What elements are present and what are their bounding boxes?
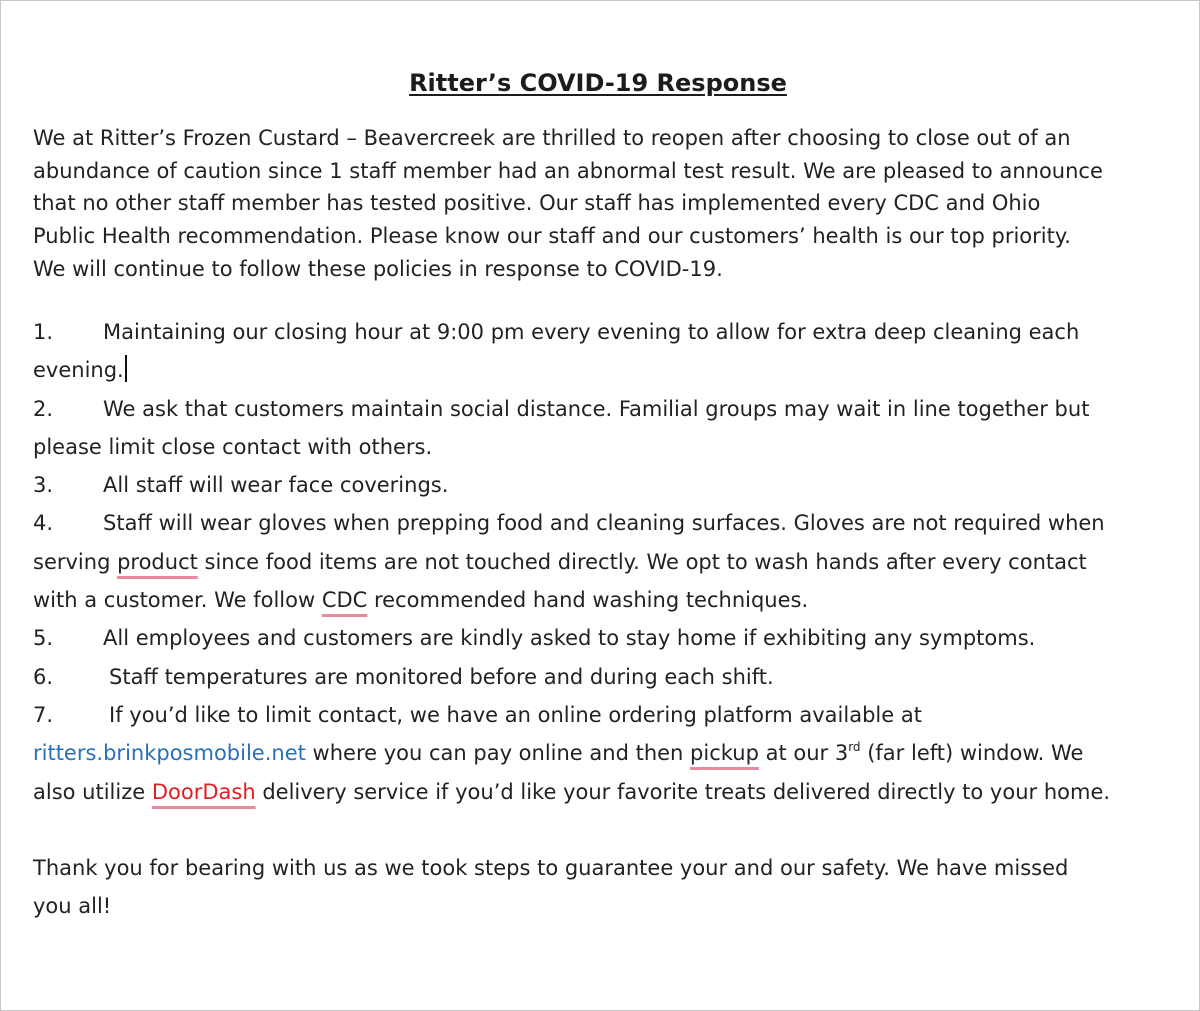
spellcheck-flagged-word[interactable]: DoorDash (151, 779, 256, 804)
list-item-text: evening. (33, 358, 124, 383)
list-item-number: 2. (33, 396, 54, 421)
list-item-text: serving (33, 549, 118, 574)
intro-paragraph (33, 122, 1173, 286)
intro-line: Public Health recommendation. Please know our staff and our customers’ health is our top priority. (33, 224, 1071, 249)
list-item-7-line (33, 696, 1173, 734)
list-item-2-line (33, 390, 1173, 428)
list-item-number: 7. (33, 702, 54, 727)
list-item-7-line (33, 734, 1173, 772)
intro-line: that no other staff member has tested positive. Our staff has implemented every CDC and Ohio (33, 191, 1041, 216)
list-item-number: 3. (33, 473, 54, 498)
ordering-link[interactable]: ritters.brinkposmobile.net (33, 741, 306, 766)
list-item-4-line (33, 543, 1173, 581)
policy-list (33, 313, 1173, 811)
list-item-text: If you’d like to limit contact, we have an online ordering platform available at (109, 702, 922, 727)
list-item-text: at our 3 (758, 741, 849, 766)
document-title: Ritter’s COVID-19 Response (409, 69, 787, 97)
list-item-text: Maintaining our closing hour at 9:00 pm every evening to allow for extra deep cleaning each (103, 320, 1080, 344)
list-item-number: 1. (33, 320, 54, 344)
list-item-text: (far left) window. We (860, 741, 1084, 766)
list-item-7-line (33, 773, 1173, 811)
list-item-2-line (33, 428, 1173, 466)
list-item-4-line (33, 581, 1173, 619)
list-item-1-line (33, 351, 1173, 389)
list-item-text: please limit close contact with others. (33, 434, 433, 459)
closing-paragraph (33, 849, 1173, 926)
list-item-text: also utilize (33, 779, 152, 804)
list-item-text: All staff will wear face coverings. (103, 473, 449, 498)
intro-line: abundance of caution since 1 staff member had an abnormal test result. We are pleased to announce (33, 158, 1103, 183)
list-item-text: where you can pay online and then (305, 741, 691, 766)
list-item-1-line (33, 313, 1173, 351)
list-item-text: All employees and customers are kindly asked to stay home if exhibiting any symptoms. (103, 626, 1036, 651)
intro-line: We will continue to follow these policies in response to COVID-19. (33, 256, 723, 281)
list-item-text: with a customer. We follow (33, 588, 322, 613)
list-item-text: recommended hand washing techniques. (367, 588, 809, 613)
list-item-number: 6. (33, 664, 54, 689)
list-item-number: 5. (33, 626, 54, 651)
list-item-5-line (33, 619, 1173, 657)
list-item-text: Staff will wear gloves when prepping food and cleaning surfaces. Gloves are not required when (103, 511, 1105, 536)
list-item-3-line (33, 466, 1173, 504)
closing-line: Thank you for bearing with us as we took steps to guarantee your and our safety. We have missed (33, 856, 1069, 880)
list-item-number: 4. (33, 511, 54, 536)
list-item-6-line (33, 658, 1173, 696)
closing-line: you all! (33, 894, 112, 919)
spellcheck-flagged-word[interactable]: CDC (321, 588, 368, 613)
list-item-text: Staff temperatures are monitored before and during each shift. (109, 664, 774, 689)
spellcheck-flagged-word[interactable]: product (117, 549, 198, 574)
intro-line: We at Ritter’s Frozen Custard – Beavercreek are thrilled to reopen after choosing to close out of an (33, 126, 1071, 150)
list-item-4-line (33, 504, 1173, 542)
text-cursor (125, 355, 127, 382)
list-item-text: delivery service if you’d like your favorite treats delivered directly to your home. (255, 779, 1111, 804)
spellcheck-flagged-word[interactable]: pickup (690, 741, 759, 766)
list-item-text: We ask that customers maintain social distance. Familial groups may wait in line together but (103, 396, 1090, 421)
ordinal-superscript: rd (848, 740, 861, 755)
list-item-text: since food items are not touched directly. We opt to wash hands after every contact (197, 549, 1087, 574)
